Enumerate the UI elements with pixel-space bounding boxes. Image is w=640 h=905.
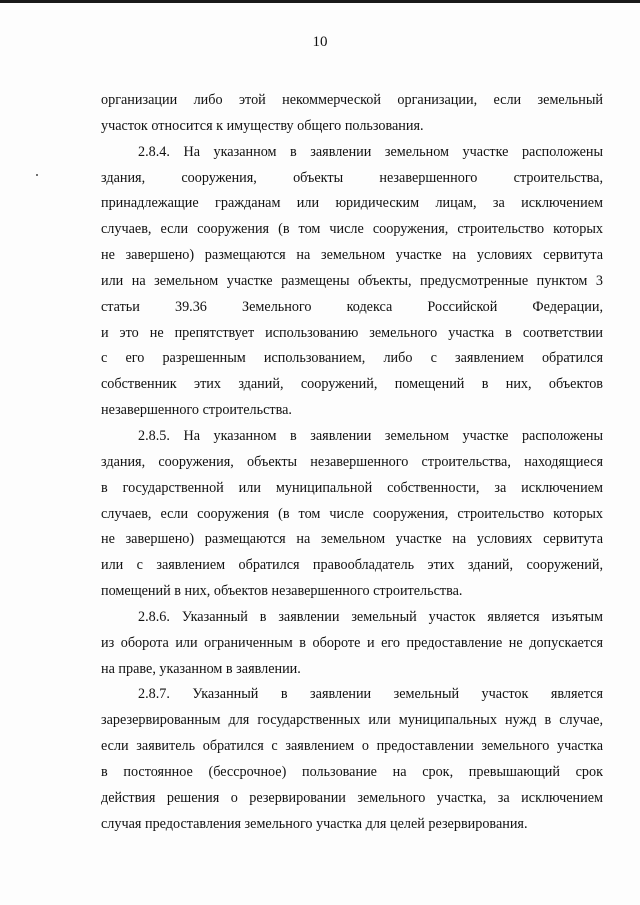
- paragraph-2-8-7: [101, 682, 603, 837]
- text-line: принадлежащие гражданам или юридическим лицам, за исключением: [101, 195, 603, 212]
- scan-top-border: [0, 0, 640, 3]
- text-line: 2.8.4. На указанном в заявлении земельном участке расположены: [138, 143, 603, 160]
- text-line: незавершенного строительства.: [101, 402, 292, 419]
- text-line: и это не препятствует использованию земельного участка в соответствии: [101, 324, 603, 341]
- text-line: в постоянное (бессрочное) пользование на срок, превышающий срок: [101, 763, 603, 780]
- text-line: в государственной или муниципальной собственности, за исключением: [101, 479, 603, 496]
- text-line: или на земельном участке размещены объекты, предусмотренные пунктом 3: [101, 272, 603, 289]
- text-line: случая предоставления земельного участка для целей резервирования.: [101, 815, 528, 832]
- text-line: статьи 39.36 Земельного кодекса Российской Федерации,: [101, 298, 603, 315]
- text-line: действия решения о резервировании земельного участка, за исключением: [101, 789, 603, 806]
- text-line: из оборота или ограниченным в обороте и его предоставление не допускается: [101, 634, 603, 651]
- text-line: случаев, если сооружения (в том числе сооружения, строительство которых: [101, 505, 603, 522]
- text-line: участок относится к имуществу общего пользования.: [101, 117, 424, 134]
- text-line: помещений в них, объектов незавершенного строительства.: [101, 583, 463, 600]
- page-number: 10: [312, 34, 328, 50]
- paragraph-continuation: [101, 88, 603, 140]
- text-line: или с заявлением обратился правообладатель этих зданий, сооружений,: [101, 557, 603, 574]
- document-body: [101, 88, 603, 837]
- paragraph-2-8-6: [101, 605, 603, 683]
- text-line: 2.8.7. Указанный в заявлении земельный участок является: [138, 686, 603, 703]
- text-line: случаев, если сооружения (в том числе сооружения, строительство которых: [101, 221, 603, 238]
- scan-speck: [36, 174, 38, 176]
- text-line: собственник этих зданий, сооружений, помещений в них, объектов: [101, 376, 603, 393]
- text-line: не завершено) размещаются на земельном участке на условиях сервитута: [101, 247, 603, 264]
- text-line: на праве, указанном в заявлении.: [101, 660, 301, 677]
- paragraph-2-8-5: [101, 424, 603, 605]
- text-line: не завершено) размещаются на земельном участке на условиях сервитута: [101, 531, 603, 548]
- text-line: здания, сооружения, объекты незавершенного строительства, находящиеся: [101, 453, 603, 470]
- text-line: зарезервированным для государственных или муниципальных нужд в случае,: [101, 712, 603, 729]
- text-line: если заявитель обратился с заявлением о предоставлении земельного участка: [101, 738, 603, 755]
- text-line: здания, сооружения, объекты незавершенного строительства,: [101, 169, 603, 186]
- paragraph-2-8-4: [101, 140, 603, 424]
- text-line: организации либо этой некоммерческой организации, если земельный: [101, 92, 603, 108]
- text-line: 2.8.6. Указанный в заявлении земельный участок является изъятым: [138, 608, 603, 625]
- text-line: с его разрешенным использованием, либо с заявлением обратился: [101, 350, 603, 367]
- text-line: 2.8.5. На указанном в заявлении земельном участке расположены: [138, 427, 603, 444]
